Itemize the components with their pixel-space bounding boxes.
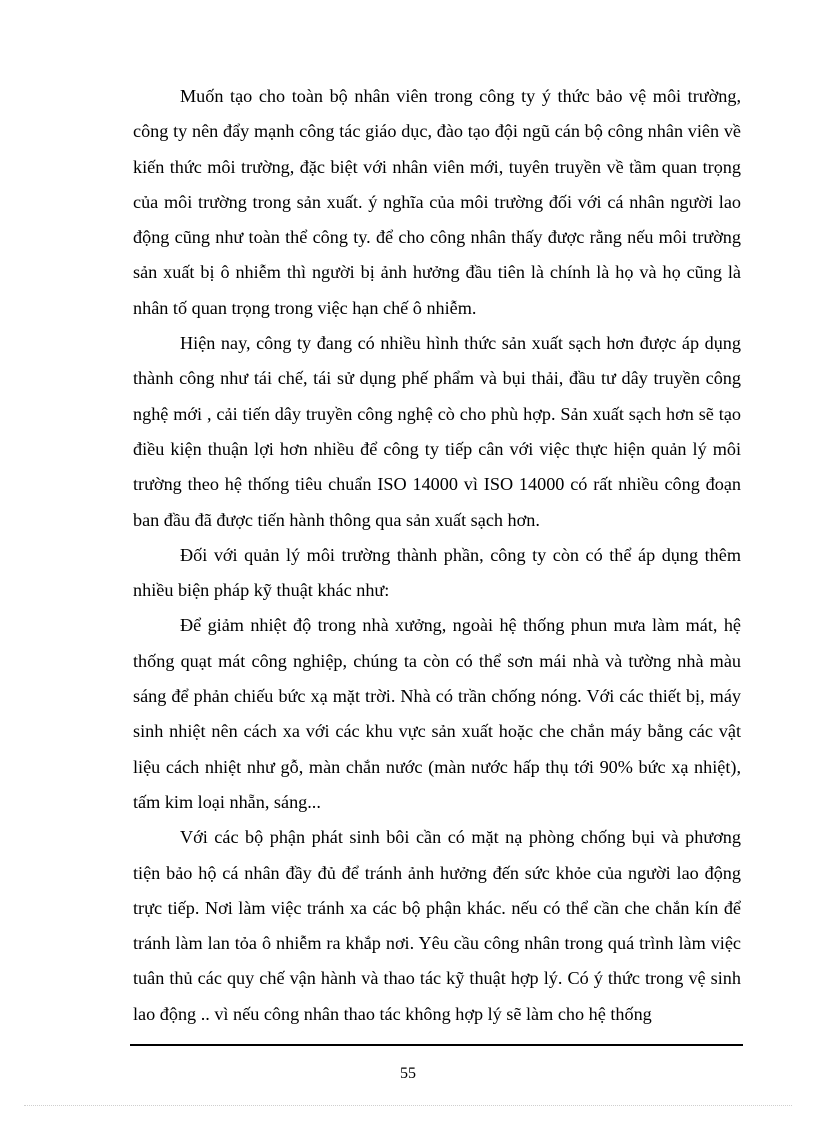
paragraph-cleaner-production: Hiện nay, công ty đang có nhiều hình thức sản xuất sạch hơn được áp dụng thành công như tái chế, tái sử dụng phế phẩm và bụi thải, đầu tư dây truyền công nghệ mới , cải tiến dây truyền công nghệ cò cho phù hợp. Sản xuất sạch hơn sẽ tạo điều kiện thuận lợi hơn nhiều để công ty tiếp cân với việc thực hiện quản lý môi trường theo hệ thống tiêu chuẩn ISO 14000 vì ISO 14000 có rất nhiều công đoạn ban đầu đã được tiến hành thông qua sản xuất sạch hơn. bbox=[133, 333, 741, 530]
paragraph-dust-protection: Với các bộ phận phát sinh bôi cần có mặt nạ phòng chống bụi và phương tiện bảo hộ cá nhân đầy đủ để tránh ảnh hưởng đến sức khỏe của người lao động trực tiếp. Nơi làm việc tránh xa các bộ phận khác. nếu có thể cần che chắn kín để tránh làm lan tỏa ô nhiễm ra khắp nơi. Yêu cầu công nhân trong quá trình làm việc tuân thủ các quy chế vận hành và thao tác kỹ thuật hợp lý. Có ý thức trong vệ sinh lao động .. vì nếu công nhân thao tác không hợp lý sẽ làm cho hệ thống bbox=[133, 827, 741, 1024]
footer-divider bbox=[130, 1044, 743, 1046]
body-text bbox=[133, 79, 741, 1032]
paragraph-heat-reduction: Để giảm nhiệt độ trong nhà xưởng, ngoài hệ thống phun mưa làm mát, hệ thống quạt mát công nghiệp, chúng ta còn có thể sơn mái nhà và tường nhà màu sáng để phản chiếu bức xạ mặt trời. Nhà có trần chống nóng. Với các thiết bị, máy sinh nhiệt nên cách xa với các khu vực sản xuất hoặc che chắn máy bằng các vật liệu cách nhiệt như gỗ, màn chắn nước (màn nước hấp thụ tới 90% bức xạ nhiệt), tấm kim loại nhẵn, sáng... bbox=[133, 615, 741, 812]
page-bottom-dotted-border bbox=[24, 1105, 792, 1106]
paragraph-employee-awareness: Muốn tạo cho toàn bộ nhân viên trong công ty ý thức bảo vệ môi trường, công ty nên đẩy mạnh công tác giáo dục, đào tạo đội ngũ cán bộ công nhân viên về kiến thức môi trường, đặc biệt với nhân viên mới, tuyên truyền về tầm quan trọng của môi trường trong sản xuất. ý nghĩa của môi trường đối với cá nhân người lao động cũng như toàn thể công ty. để cho công nhân thấy được rằng nếu môi trường sản xuất bị ô nhiễm thì người bị ảnh hưởng đầu tiên là chính là họ và họ cũng là nhân tố quan trọng trong việc hạn chế ô nhiễm. bbox=[133, 86, 741, 318]
paragraph-component-management: Đối với quản lý môi trường thành phần, công ty còn có thể áp dụng thêm nhiều biện pháp kỹ thuật khác như: bbox=[133, 544, 741, 601]
page-number: 55 bbox=[400, 1065, 416, 1082]
